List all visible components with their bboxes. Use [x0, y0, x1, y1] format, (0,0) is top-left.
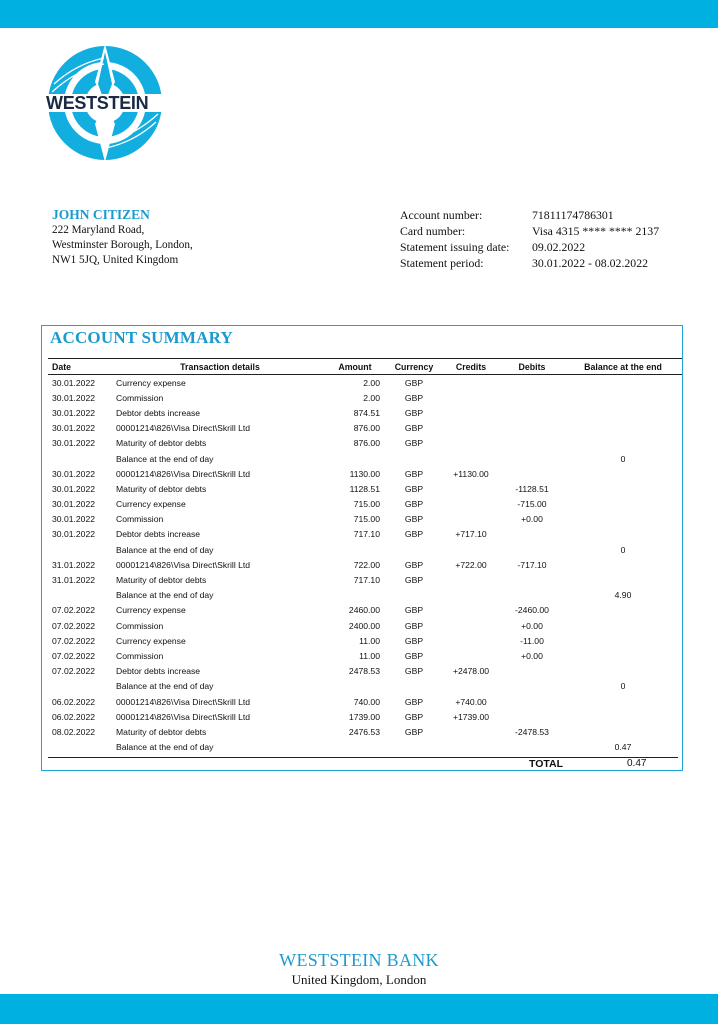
cell-balance [564, 572, 682, 587]
table-row [48, 512, 682, 527]
cell-date [48, 451, 116, 466]
cell-date [48, 740, 116, 755]
col-date: Date [48, 359, 116, 375]
cell-credit [442, 497, 500, 512]
cell-date: 30.01.2022 [52, 468, 96, 479]
account-number-label: Account number: [400, 208, 483, 222]
cell-details: Commission [116, 392, 164, 403]
cell-debit [500, 542, 564, 557]
cell-currency: GBP [404, 483, 424, 494]
table-row [48, 405, 682, 420]
cell-details: Balance at the end of day [116, 742, 214, 753]
cell-amount [324, 588, 386, 603]
table-row [48, 603, 682, 618]
table-row [48, 664, 682, 679]
cell-debit [500, 375, 564, 391]
card-number-row [400, 223, 659, 239]
cell-date: 30.01.2022 [52, 499, 96, 510]
cell-amount [324, 451, 386, 466]
cell-balance [564, 694, 682, 709]
cell-debit: -2460.00 [515, 605, 549, 616]
cell-date: 07.02.2022 [52, 605, 96, 616]
table-row [48, 724, 682, 739]
cell-amount: 2476.53 [348, 726, 380, 737]
statement-period-label: Statement period: [400, 256, 484, 270]
cell-details: Balance at the end of day [116, 544, 214, 555]
cell-currency: GBP [404, 377, 424, 388]
cell-details: 00001214\826\Visa Direct\Skrill Ltd [116, 696, 251, 707]
cell-amount: 2400.00 [348, 620, 380, 631]
cell-currency: GBP [404, 514, 424, 525]
account-number-row [400, 207, 659, 223]
address-line-1: 222 Maryland Road, [52, 224, 145, 236]
statement-period-row [400, 255, 659, 271]
table-row [48, 648, 682, 663]
cell-credit: +1739.00 [452, 711, 490, 722]
cell-amount: 874.51 [353, 407, 380, 418]
col-currency: Currency [386, 359, 442, 375]
cell-debit [500, 679, 564, 694]
cell-balance: 4.90 [614, 590, 632, 601]
cell-amount: 722.00 [353, 559, 380, 570]
cell-details: Commission [116, 620, 164, 631]
cell-details: 00001214\826\Visa Direct\Skrill Ltd [116, 423, 251, 434]
cell-debit [500, 466, 564, 481]
address-line-2: Westminster Borough, London, [52, 239, 193, 251]
cell-balance [564, 648, 682, 663]
cell-debit [500, 390, 564, 405]
table-row [48, 709, 682, 724]
table-row [48, 588, 682, 603]
footer-bank-name: WESTSTEIN BANK [279, 950, 439, 970]
table-row [48, 679, 682, 694]
cell-details: Commission [116, 514, 164, 525]
cell-details: 00001214\826\Visa Direct\Skrill Ltd [116, 559, 251, 570]
cell-currency [386, 588, 442, 603]
cell-amount [324, 740, 386, 755]
cell-date [48, 542, 116, 557]
cell-credit [442, 679, 500, 694]
cell-credit [442, 451, 500, 466]
cell-details: Currency expense [116, 377, 186, 388]
cell-date: 30.01.2022 [52, 407, 96, 418]
cell-balance [564, 618, 682, 633]
cell-details: Commission [116, 650, 164, 661]
cell-currency: GBP [404, 423, 424, 434]
cell-currency: GBP [404, 468, 424, 479]
table-row [48, 497, 682, 512]
cell-currency: GBP [404, 711, 424, 722]
cell-debit: -717.10 [517, 559, 547, 570]
cell-debit [500, 588, 564, 603]
table-row [48, 618, 682, 633]
table-row [48, 451, 682, 466]
cell-debit [500, 451, 564, 466]
cell-credit: +717.10 [455, 529, 487, 540]
cell-details: Maturity of debtor debts [116, 575, 207, 586]
account-number-value: 71811174786301 [532, 208, 614, 222]
cell-amount: 2.00 [363, 377, 380, 388]
card-number-label: Card number: [400, 224, 466, 238]
cell-balance [564, 724, 682, 739]
cell-currency: GBP [404, 438, 424, 449]
cell-date [48, 588, 116, 603]
cell-date: 30.01.2022 [52, 529, 96, 540]
cell-date: 07.02.2022 [52, 650, 96, 661]
cell-currency: GBP [404, 650, 424, 661]
cell-balance [564, 664, 682, 679]
cell-balance [564, 375, 682, 391]
cell-balance [564, 527, 682, 542]
col-details: Transaction details [116, 359, 324, 375]
cell-amount: 717.10 [353, 529, 380, 540]
cell-currency: GBP [404, 559, 424, 570]
cell-amount: 717.10 [353, 575, 380, 586]
cell-currency: GBP [404, 575, 424, 586]
col-balance: Balance at the end [564, 359, 682, 375]
cell-balance: 0 [620, 453, 626, 464]
cell-balance [564, 390, 682, 405]
col-credits: Credits [442, 359, 500, 375]
cell-amount: 11.00 [359, 635, 380, 646]
cell-credit: +740.00 [455, 696, 487, 707]
total-divider [48, 757, 678, 758]
cell-currency [386, 451, 442, 466]
address-line-3: NW1 5JQ, United Kingdom [52, 254, 179, 266]
summary-title: ACCOUNT SUMMARY [50, 328, 233, 347]
cell-amount: 1739.00 [348, 711, 380, 722]
cell-details: Maturity of debtor debts [116, 438, 207, 449]
issuing-date-row [400, 239, 659, 255]
table-row [48, 694, 682, 709]
cell-amount: 2460.00 [348, 605, 380, 616]
cell-details: 00001214\826\Visa Direct\Skrill Ltd [116, 711, 251, 722]
table-row [48, 542, 682, 557]
cell-currency: GBP [404, 407, 424, 418]
cell-date: 30.01.2022 [52, 483, 96, 494]
cell-amount: 715.00 [353, 499, 380, 510]
cell-details: Currency expense [116, 635, 186, 646]
cell-debit [500, 694, 564, 709]
cell-debit [500, 709, 564, 724]
cell-credit [442, 603, 500, 618]
cell-details: Debtor debts increase [116, 529, 201, 540]
cell-balance [564, 603, 682, 618]
statement-period-value: 30.01.2022 - 08.02.2022 [532, 256, 648, 270]
cell-credit [442, 572, 500, 587]
total-value: 0.47 [627, 758, 647, 769]
cell-amount: 11.00 [359, 650, 380, 661]
cell-credit [442, 648, 500, 663]
customer-name: JOHN CITIZEN [52, 207, 150, 222]
table-row [48, 572, 682, 587]
cell-credit: +2478.00 [452, 666, 490, 677]
cell-amount: 876.00 [353, 423, 380, 434]
cell-amount: 876.00 [353, 438, 380, 449]
issuing-date-label: Statement issuing date: [400, 240, 510, 254]
cell-date: 30.01.2022 [52, 392, 96, 403]
cell-currency: GBP [404, 620, 424, 631]
cell-balance [564, 709, 682, 724]
table-row [48, 390, 682, 405]
table-row [48, 436, 682, 451]
cell-credit [442, 618, 500, 633]
account-info [400, 207, 659, 271]
cell-debit [500, 436, 564, 451]
cell-details: Maturity of debtor debts [116, 483, 207, 494]
cell-debit: +0.00 [521, 514, 543, 525]
cell-debit: +0.00 [521, 650, 543, 661]
cell-currency: GBP [404, 726, 424, 737]
col-debits: Debits [500, 359, 564, 375]
cell-balance [564, 481, 682, 496]
cell-debit: -11.00 [520, 635, 544, 646]
cell-currency [386, 740, 442, 755]
cell-date [48, 679, 116, 694]
table-row [48, 527, 682, 542]
cell-details: Maturity of debtor debts [116, 726, 207, 737]
cell-debit: +0.00 [521, 620, 543, 631]
cell-date: 07.02.2022 [52, 666, 96, 677]
cell-credit: +722.00 [455, 559, 487, 570]
cell-currency: GBP [404, 392, 424, 403]
cell-credit [442, 633, 500, 648]
total-label: TOTAL [529, 758, 564, 770]
table-row [48, 633, 682, 648]
cell-credit [442, 588, 500, 603]
table-row [48, 740, 682, 755]
table-row [48, 466, 682, 481]
table-row [48, 421, 682, 436]
cell-date: 06.02.2022 [52, 711, 96, 722]
cell-debit: -715.00 [517, 499, 547, 510]
account-summary-box [41, 325, 683, 771]
cell-date: 31.01.2022 [52, 559, 96, 570]
cell-balance: 0 [620, 681, 626, 692]
cell-date: 07.02.2022 [52, 620, 96, 631]
cell-date: 31.01.2022 [52, 575, 96, 586]
cell-credit [442, 436, 500, 451]
cell-credit [442, 542, 500, 557]
cell-credit [442, 740, 500, 755]
cell-balance [564, 405, 682, 420]
bottom-color-bar [0, 994, 718, 1024]
cell-debit [500, 527, 564, 542]
cell-details: Balance at the end of day [116, 453, 214, 464]
cell-currency [386, 542, 442, 557]
cell-debit [500, 572, 564, 587]
cell-date: 30.01.2022 [52, 423, 96, 434]
cell-balance [564, 436, 682, 451]
cell-debit [500, 740, 564, 755]
cell-date: 06.02.2022 [52, 696, 96, 707]
cell-amount [324, 542, 386, 557]
cell-balance [564, 557, 682, 572]
table-row [48, 375, 682, 391]
cell-balance: 0 [620, 544, 626, 555]
cell-amount: 715.00 [353, 514, 380, 525]
card-number-value: Visa 4315 **** **** 2137 [532, 224, 660, 238]
cell-balance [564, 421, 682, 436]
cell-balance: 0.47 [614, 742, 632, 753]
cell-debit [500, 405, 564, 420]
cell-currency [386, 679, 442, 694]
table-header-row [48, 359, 682, 375]
cell-details: Debtor debts increase [116, 407, 201, 418]
col-amount: Amount [324, 359, 386, 375]
cell-balance [564, 466, 682, 481]
cell-date: 30.01.2022 [52, 377, 96, 388]
customer-block [52, 207, 193, 268]
cell-debit [500, 421, 564, 436]
cell-balance [564, 497, 682, 512]
cell-currency: GBP [404, 666, 424, 677]
cell-date: 08.02.2022 [52, 726, 96, 737]
cell-debit: -1128.51 [515, 483, 549, 494]
cell-details: Currency expense [116, 499, 186, 510]
cell-amount: 1128.51 [349, 483, 380, 494]
table-row [48, 557, 682, 572]
cell-date: 30.01.2022 [52, 438, 96, 449]
cell-balance [564, 512, 682, 527]
cell-credit [442, 405, 500, 420]
cell-currency: GBP [404, 605, 424, 616]
cell-amount: 740.00 [353, 696, 380, 707]
cell-credit [442, 512, 500, 527]
cell-debit [500, 664, 564, 679]
cell-amount: 2.00 [363, 392, 380, 403]
transactions-table [48, 358, 682, 755]
cell-amount [324, 679, 386, 694]
cell-credit [442, 375, 500, 391]
cell-credit [442, 421, 500, 436]
table-row [48, 481, 682, 496]
cell-currency: GBP [404, 696, 424, 707]
cell-details: 00001214\826\Visa Direct\Skrill Ltd [116, 468, 251, 479]
cell-currency: GBP [404, 529, 424, 540]
logo-wordmark: WESTSTEIN [46, 93, 149, 113]
cell-credit [442, 390, 500, 405]
cell-currency: GBP [404, 635, 424, 646]
top-color-bar [0, 0, 718, 28]
cell-amount: 1130.00 [349, 468, 380, 479]
cell-date: 30.01.2022 [52, 514, 96, 525]
cell-details: Balance at the end of day [116, 590, 214, 601]
issuing-date-value: 09.02.2022 [532, 240, 586, 254]
footer-location: United Kingdom, London [291, 972, 427, 987]
cell-amount: 2478.53 [348, 666, 380, 677]
cell-balance [564, 633, 682, 648]
cell-debit: -2478.53 [515, 726, 549, 737]
cell-details: Currency expense [116, 605, 186, 616]
cell-credit: +1130.00 [453, 468, 489, 479]
cell-currency: GBP [404, 499, 424, 510]
cell-credit [442, 481, 500, 496]
cell-details: Debtor debts increase [116, 666, 201, 677]
cell-credit [442, 724, 500, 739]
cell-details: Balance at the end of day [116, 681, 214, 692]
cell-date: 07.02.2022 [52, 635, 96, 646]
